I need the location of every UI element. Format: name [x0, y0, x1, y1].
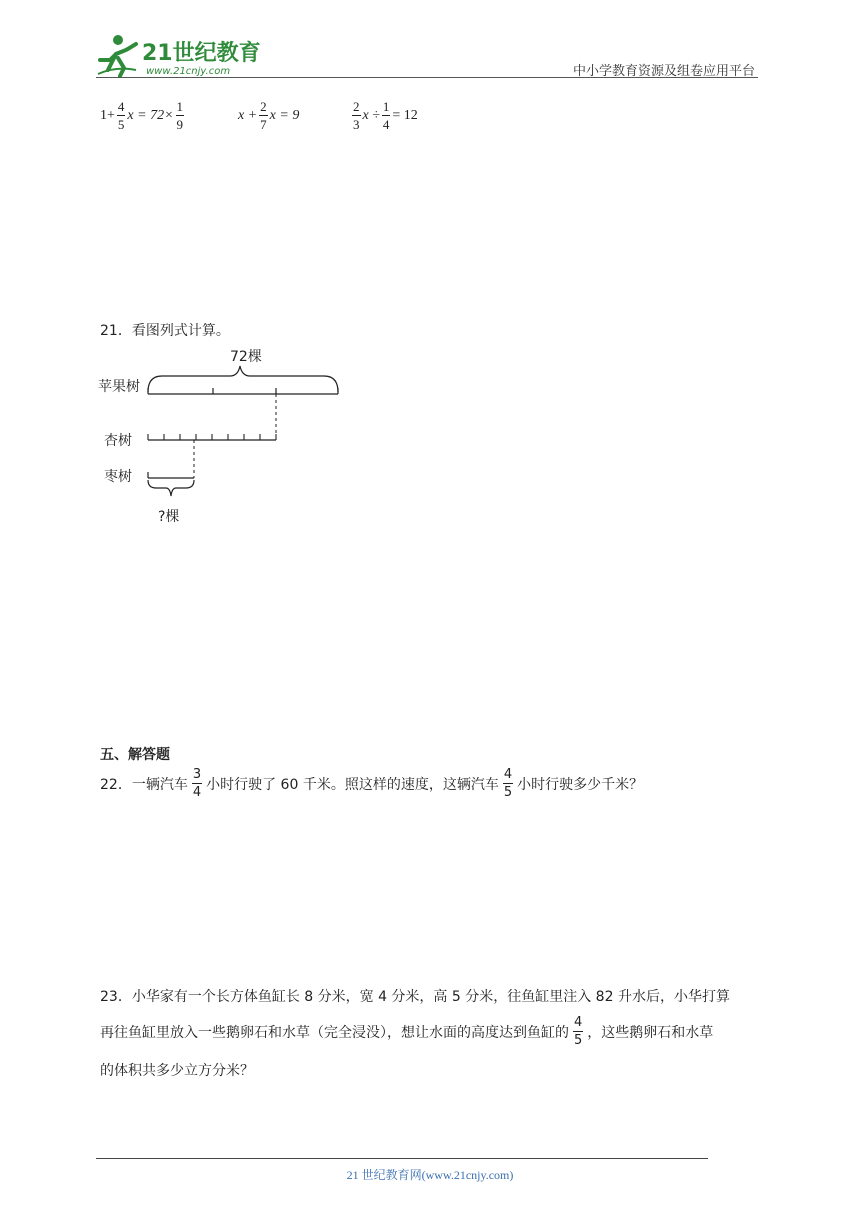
eq3-fraction-b [382, 100, 391, 131]
tree-diagram [96, 342, 356, 532]
q23-line-3: 的体积共多少立方分米？ [100, 1063, 254, 1079]
q22-fraction-b [503, 768, 513, 799]
q23-frac-den: 5 [574, 1033, 583, 1048]
apricot-tree-label: 杏树 [104, 433, 132, 449]
q23-frac-num: 4 [574, 1015, 583, 1030]
eq3-frac-a-num: 2 [353, 99, 360, 114]
eq1-mid: x = 72× [127, 107, 174, 123]
footer-text[interactable]: 21 世纪教育网(www.21cnjy.com) [346, 1168, 514, 1182]
apple-tree-label: 苹果树 [98, 379, 140, 395]
equation-1 [100, 100, 186, 131]
eq1-frac-a-den: 5 [117, 117, 125, 132]
logo-text: 21世纪教育 [142, 41, 261, 66]
q23-line-2b: ，这些鹅卵石和水草 [587, 1024, 714, 1041]
eq3-post: = 12 [392, 107, 418, 123]
eq2-mid: x = 9 [269, 107, 300, 123]
footer-divider [96, 1158, 708, 1159]
question-21-text: 21．看图列式计算。 [100, 323, 230, 339]
site-logo [96, 30, 266, 80]
equation-3 [350, 100, 418, 131]
eq1-frac-b-num: 1 [176, 99, 184, 114]
q23-fraction [573, 1016, 583, 1047]
eq2-pre: x + [238, 107, 258, 123]
jujube-tree-label: 枣树 [104, 469, 132, 485]
q23-line-2a: 再往鱼缸里放入一些鹅卵石和水草（完全浸没），想让水面的高度达到鱼缸的 [100, 1024, 569, 1041]
header-platform-text: 中小学教育资源及组卷应用平台 [572, 64, 755, 79]
q22-frac-b-num: 4 [503, 767, 513, 782]
q22-part2: 小时行驶了 60 千米。照这样的速度，这辆汽车 [206, 776, 499, 793]
q22-part3: 小时行驶多少千米？ [517, 776, 644, 793]
section-5-title: 五、解答题 [100, 747, 170, 763]
eq3-frac-b-num: 1 [382, 99, 390, 114]
q23-line-2 [100, 1016, 713, 1047]
top-count-label: 72棵 [230, 349, 262, 365]
logo-url: www.21cnjy.com [146, 66, 231, 77]
q22-fraction-a [192, 768, 202, 799]
q23-line-1: 23．小华家有一个长方体鱼缸长 8 分米，宽 4 分米，高 5 分米，往鱼缸里注入 82 升水后，小华打算 [100, 989, 730, 1005]
q22-frac-b-den: 5 [503, 785, 513, 800]
eq3-frac-a-den: 3 [353, 117, 360, 132]
q22-part1: 22．一辆汽车 [100, 776, 188, 793]
eq3-mid: x ÷ [362, 107, 380, 123]
eq1-fraction-a [117, 100, 126, 131]
eq2-fraction [259, 100, 268, 131]
header-divider [96, 77, 758, 78]
q22-frac-a-den: 4 [192, 785, 202, 800]
equation-2 [238, 100, 299, 131]
eq2-frac-num: 2 [260, 99, 267, 114]
question-22 [100, 768, 643, 799]
eq1-pre: 1+ [100, 107, 115, 123]
eq1-fraction-b [176, 100, 185, 131]
eq1-frac-a-num: 4 [117, 99, 125, 114]
eq2-frac-den: 7 [260, 117, 267, 132]
unknown-count-label: ?棵 [158, 509, 180, 525]
eq3-frac-b-den: 4 [382, 117, 390, 132]
eq1-frac-b-den: 9 [176, 117, 184, 132]
eq3-fraction-a [352, 100, 361, 131]
q22-frac-a-num: 3 [192, 767, 202, 782]
